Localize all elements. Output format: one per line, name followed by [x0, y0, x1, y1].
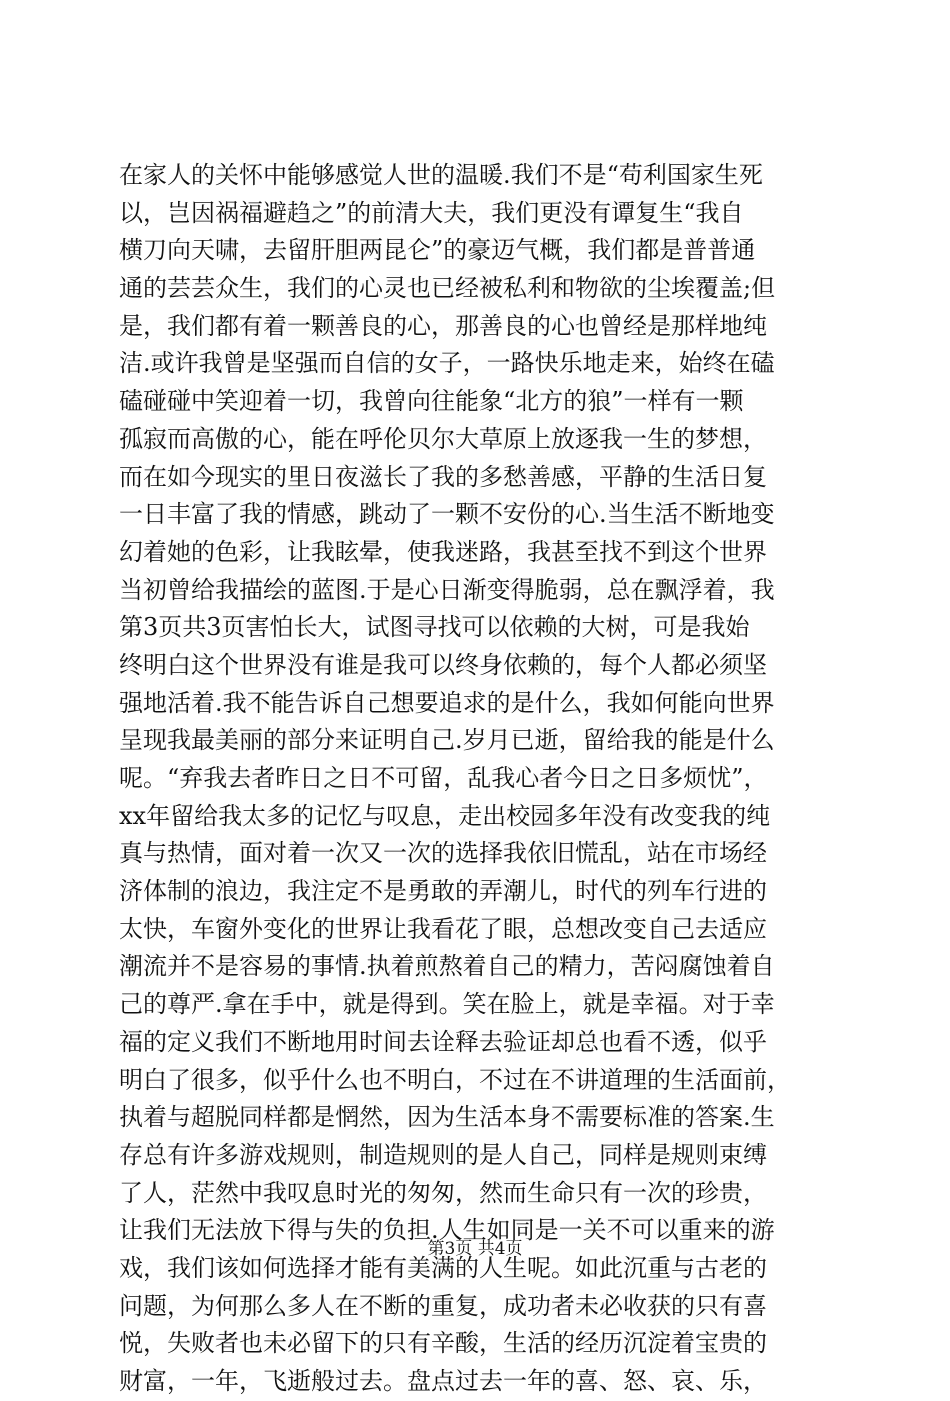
- text-line: 呢。“弃我去者昨日之日不可留，乱我心者今日之日多烦忧”，: [119, 764, 768, 792]
- page-footer: 第3页 共4页: [427, 1239, 523, 1259]
- text-line: 存总有许多游戏规则，制造规则的是人自己，同样是规则束缚: [119, 1140, 767, 1169]
- text-line: 潮流并不是容易的事情.执着煎熬着自己的精力，苦闷腐蚀着自: [119, 952, 775, 981]
- text-line: 以，岂因祸福避趋之”的前清大夫，我们更没有谭复生“我自: [119, 198, 744, 227]
- text-line: 悦，失败者也未必留下的只有辛酸，生活的经历沉淀着宝贵的: [119, 1329, 767, 1358]
- text-line: 是，我们都有着一颗善良的心，那善良的心也曾经是那样地纯: [119, 311, 767, 340]
- text-line: xx年留给我太多的记忆与叹息，走出校园多年没有改变我的纯: [119, 801, 771, 830]
- text-line: 在家人的关怀中能够感觉人世的温暖.我们不是“苟利国家生死: [119, 161, 763, 189]
- text-line: 通的芸芸众生，我们的心灵也已经被私利和物欲的尘埃覆盖;但: [119, 274, 776, 303]
- text-line: 终明白这个世界没有谁是我可以终身依赖的，每个人都必须坚: [119, 650, 767, 679]
- text-line: 强地活着.我不能告诉自己想要追求的是什么，我如何能向世界: [119, 688, 775, 717]
- text-line: 幻着她的色彩，让我眩晕，使我迷路，我甚至找不到这个世界: [119, 537, 767, 566]
- text-line: 孤寂而高傲的心，能在呼伦贝尔大草原上放逐我一生的梦想，: [119, 424, 767, 453]
- text-line: 而在如今现实的里日夜滋长了我的多愁善感，平静的生活日复: [119, 462, 767, 491]
- text-line: 太快，车窗外变化的世界让我看花了眼，总想改变自己去适应: [119, 914, 767, 943]
- text-line: 一日丰富了我的情感，跳动了一颗不安份的心.当生活不断地变: [119, 500, 775, 529]
- text-line: 当初曾给我描绘的蓝图.于是心日渐变得脆弱，总在飘浮着，我: [119, 575, 775, 604]
- text-line: 济体制的浪边，我注定不是勇敢的弄潮儿，时代的列车行进的: [119, 877, 767, 906]
- text-line: 福的定义我们不断地用时间去诠释去验证却总也看不透，似乎: [119, 1027, 767, 1056]
- text-line: 呈现我最美丽的部分来证明自己.岁月已逝，留给我的能是什么: [119, 726, 775, 755]
- text-line: 第3页共3页害怕长大，试图寻找可以依赖的大树，可是我始: [119, 613, 750, 642]
- text-line: 洁.或许我曾是坚强而自信的女子，一路快乐地走来，始终在磕: [119, 349, 775, 378]
- text-line: 了人，茫然中我叹息时光的匆匆，然而生命只有一次的珍贵，: [119, 1178, 767, 1207]
- text-line: 真与热情，面对着一次又一次的选择我依旧慌乱，站在市场经: [119, 839, 767, 868]
- text-line: 执着与超脱同样都是惘然，因为生活本身不需要标准的答案.生: [119, 1103, 775, 1132]
- body-text: [119, 157, 859, 1401]
- text-line: 财富，一年，飞逝般过去。盘点过去一年的喜、怒、哀、乐，: [119, 1367, 767, 1395]
- text-line: 明白了很多，似乎什么也不明白，不过在不讲道理的生活面前，: [119, 1065, 791, 1094]
- text-line: 戏，我们该如何选择才能有美满的人生呢。如此沉重与古老的: [119, 1253, 767, 1282]
- text-line: 横刀向天啸，去留肝胆两昆仑”的豪迈气概，我们都是普普通: [119, 236, 756, 265]
- text-line: 己的尊严.拿在手中，就是得到。笑在脸上，就是幸福。对于幸: [119, 990, 775, 1019]
- text-line: 问题，为何那么多人在不断的重复，成功者未必收获的只有喜: [119, 1291, 767, 1320]
- text-line: 让我们无法放下得与失的负担.人生如同是一关不可以重来的游: [119, 1216, 775, 1245]
- text-line: 磕碰碰中笑迎着一切，我曾向往能象“北方的狼”一样有一颗: [119, 387, 744, 416]
